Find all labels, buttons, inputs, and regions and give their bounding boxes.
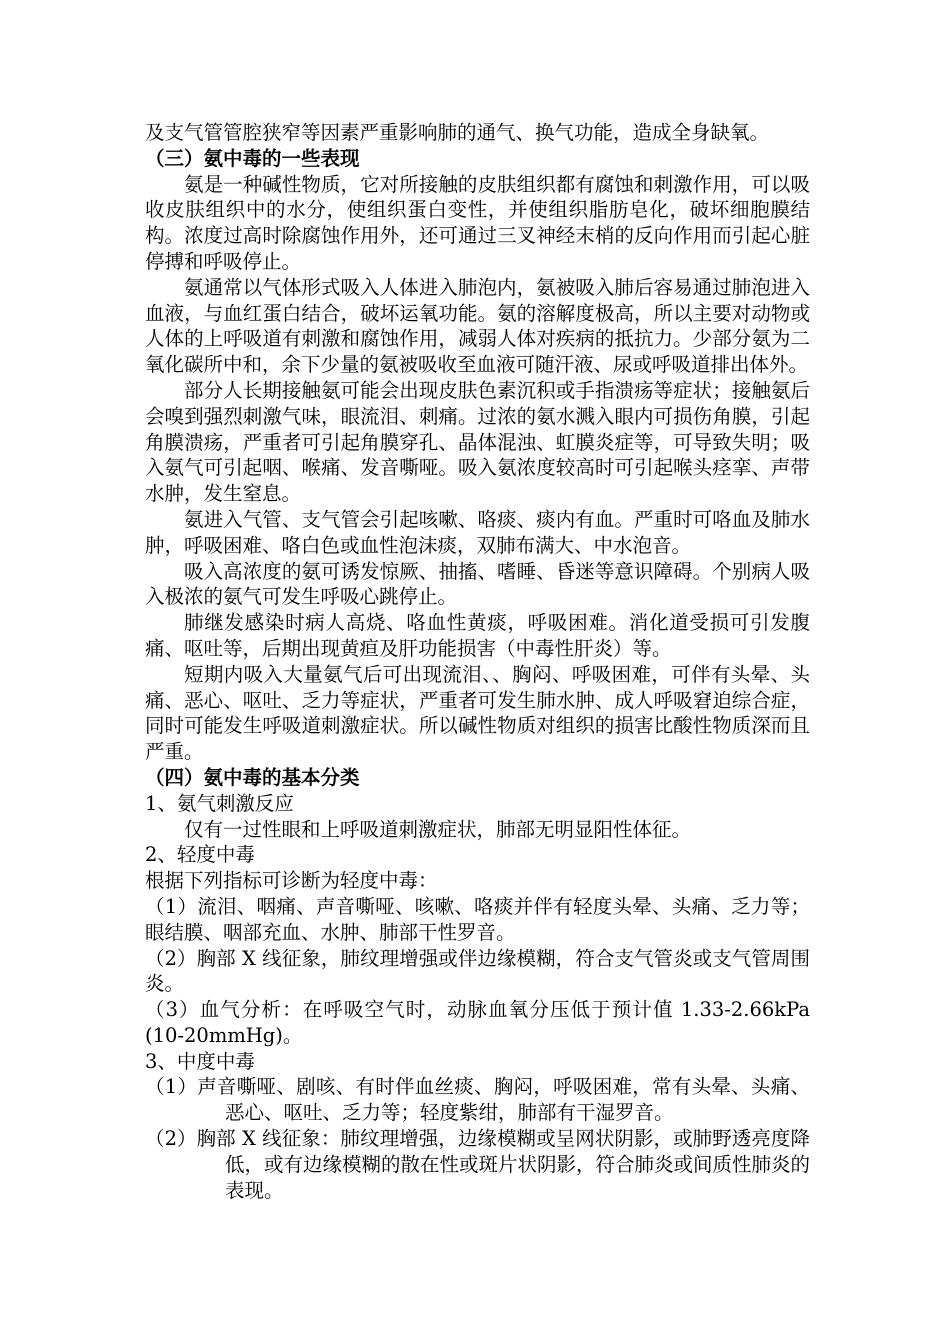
paragraph: 氨进入气管、支气管会引起咳嗽、咯痰、痰内有血。严重时可咯血及肺水肿，呼吸困难、咯白色或血性泡沫痰，双肺布满大、中水泡音。	[145, 507, 810, 557]
paragraph: 肺继发感染时病人高烧、咯血性黄痰，呼吸困难。消化道受损可引发腹痛、呕吐等，后期出现黄疸及肝功能损害（中毒性肝炎）等。	[145, 611, 810, 660]
paragraph: 氨通常以气体形式吸入人体进入肺泡内，氨被吸入肺后容易通过肺泡进入血液，与血红蛋白结合，破坏运氧功能。氨的溶解度极高，所以主要对动物或人体的上呼吸道有刺激和腐蚀作用，减弱人体对疾病的抵抗力。少部分氨为二氧化碳所中和，余下少量的氨被吸收至血液可随汗液、尿或呼吸道排出体外。	[145, 275, 810, 377]
document-page	[145, 120, 810, 1203]
list-item: （2）胸部 X 线征象，肺纹理增强或伴边缘模糊，符合支气管炎或支气管周围炎。	[145, 946, 810, 996]
paragraph: 短期内吸入大量氨气后可出现流泪、、胸闷、呼吸困难，可伴有头晕、头痛、恶心、呕吐、乏力等症状，严重者可发生肺水肿、成人呼吸窘迫综合症，同时可能发生呼吸道刺激症状。所以碱性物质对组织的损害比酸性物质深而且严重。	[145, 662, 810, 764]
subheading: 1、氨气刺激反应	[145, 791, 294, 815]
subheading: 2、轻度中毒	[145, 843, 255, 867]
list-item: （2）胸部 X 线征象：肺纹理增强，边缘模糊或呈网状阴影，或肺野透亮度降低，或有边缘模糊的散在性或斑片状阴影，符合肺炎或间质性肺炎的表现。	[145, 1127, 811, 1202]
list-item: （1）声音嘶哑、剧咳、有时伴血丝痰、胸闷，呼吸困难，常有头晕、头痛、恶心、呕吐、乏力等；轻度紫绀，肺部有干湿罗音。	[145, 1075, 810, 1125]
paragraph: 部分人长期接触氨可能会出现皮肤色素沉积或手指溃疡等症状；接触氨后会嗅到强烈刺激气味，眼流泪、刺痛。过浓的氨水溅入眼内可损伤角膜，引起角膜溃疡，严重者可引起角膜穿孔、晶体混浊、虹膜炎症等，可导致失明；吸入氨气可引起咽、喉痛、发音嘶哑。吸入氨浓度较高时可引起喉头痉挛、声带水肿，发生窒息。	[145, 378, 810, 506]
list-item: （3）血气分析：在呼吸空气时，动脉血氧分压低于预计值 1.33-2.66kPa (10-20mmHg)。	[145, 998, 810, 1047]
paragraph: 根据下列指标可诊断为轻度中毒：	[145, 869, 438, 893]
paragraph: 氨是一种碱性物质，它对所接触的皮肤组织都有腐蚀和刺激作用，可以吸收皮肤组织中的水分，使组织蛋白变性，并使组织脂肪皂化，破坏细胞膜结构。浓度过高时除腐蚀作用外，还可通过三叉神经末梢的反向作用而引起心脏停搏和呼吸停止。	[145, 172, 810, 273]
section-heading-4: （四）氨中毒的基本分类	[145, 765, 360, 789]
paragraph-continuation: 及支气管管腔狭窄等因素严重影响肺的通气、换气功能，造成全身缺氧。	[145, 121, 770, 144]
paragraph: 仅有一过性眼和上呼吸道刺激症状，肺部无明显阳性体征。	[184, 817, 692, 841]
list-item: （1）流泪、咽痛、声音嘶哑、咳嗽、咯痰并伴有轻度头晕、头痛、乏力等；眼结膜、咽部充血、水肿、肺部干性罗音。	[145, 894, 810, 944]
section-heading-3: （三）氨中毒的一些表现	[145, 146, 360, 170]
subheading: 3、中度中毒	[145, 1049, 255, 1073]
paragraph: 吸入高浓度的氨可诱发惊厥、抽搐、嗜睡、昏迷等意识障碍。个别病人吸入极浓的氨气可发生呼吸心跳停止。	[145, 559, 810, 609]
